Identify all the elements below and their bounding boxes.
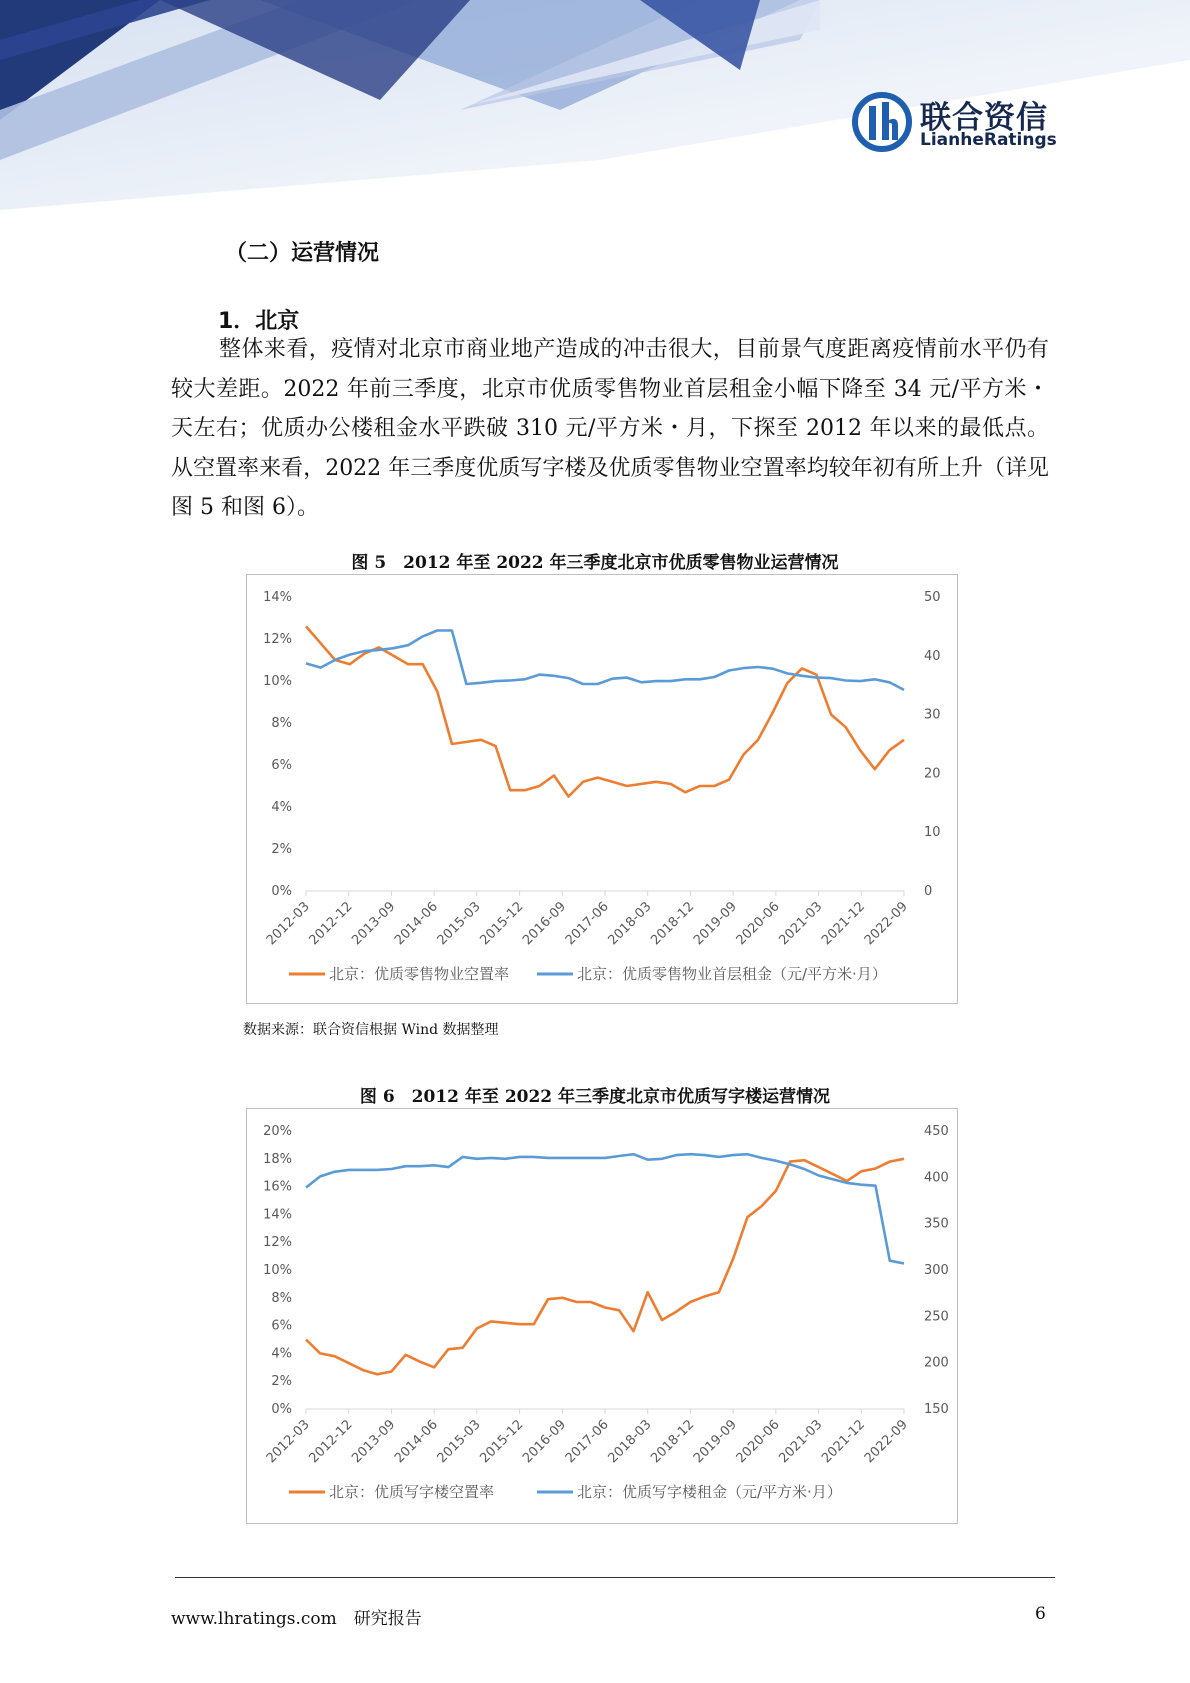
footer-website: www.lhratings.com 研究报告 bbox=[171, 1609, 422, 1629]
y-right-tick-label: 0 bbox=[924, 884, 933, 899]
y-right-tick-label: 350 bbox=[924, 1216, 949, 1232]
x-tick-label: 2020-06 bbox=[733, 899, 783, 949]
x-tick-label: 2015-03 bbox=[434, 1417, 484, 1467]
x-tick-label: 2018-12 bbox=[648, 899, 698, 949]
x-tick-label: 2012-12 bbox=[306, 899, 356, 949]
y-left-tick-label: 0% bbox=[271, 1402, 292, 1417]
x-tick-label: 2014-06 bbox=[391, 1417, 441, 1467]
y-right-tick-label: 400 bbox=[924, 1170, 949, 1186]
y-left-tick-label: 20% bbox=[263, 1124, 292, 1139]
figure6-caption: 图 6 2012 年至 2022 年三季度北京市优质写字楼运营情况 bbox=[359, 1087, 831, 1107]
x-tick-label: 2018-03 bbox=[605, 1417, 655, 1467]
y-left-tick-label: 6% bbox=[271, 758, 292, 773]
x-tick-label: 2014-06 bbox=[391, 899, 441, 949]
x-tick-label: 2019-09 bbox=[690, 1417, 740, 1467]
x-tick-label: 2017-06 bbox=[562, 899, 612, 949]
x-tick-label: 2018-12 bbox=[648, 1417, 698, 1467]
x-tick-label: 2013-09 bbox=[349, 1417, 399, 1467]
figure6-svg bbox=[247, 1109, 957, 1523]
y-left-tick-label: 2% bbox=[271, 1374, 292, 1390]
y-left-tick-label: 6% bbox=[271, 1318, 292, 1334]
y-right-tick-label: 450 bbox=[924, 1124, 949, 1139]
x-tick-label: 2020-06 bbox=[733, 1417, 783, 1467]
legend-label: 北京：优质写字楼租金（元/平方米·月） bbox=[577, 1483, 842, 1501]
series-line-1 bbox=[306, 1154, 904, 1263]
y-left-tick-label: 4% bbox=[271, 800, 292, 815]
y-left-tick-label: 10% bbox=[263, 1263, 292, 1278]
y-right-tick-label: 20 bbox=[924, 766, 941, 782]
x-tick-label: 2017-06 bbox=[562, 1417, 612, 1467]
x-tick-label: 2015-03 bbox=[434, 899, 484, 949]
x-tick-label: 2021-12 bbox=[819, 1417, 869, 1467]
y-left-tick-label: 16% bbox=[263, 1179, 292, 1195]
y-right-tick-label: 10 bbox=[924, 825, 941, 841]
x-tick-label: 2015-12 bbox=[477, 1417, 527, 1467]
x-tick-label: 2019-09 bbox=[690, 899, 740, 949]
logo-english-name: LianheRatings bbox=[920, 130, 1057, 150]
x-tick-label: 2013-09 bbox=[349, 899, 399, 949]
y-left-tick-label: 14% bbox=[263, 1207, 292, 1223]
figure5-svg bbox=[247, 575, 957, 1003]
footer-divider bbox=[175, 1577, 1055, 1578]
series-line-0 bbox=[306, 626, 904, 796]
x-tick-label: 2016-09 bbox=[520, 1417, 570, 1467]
y-right-tick-label: 30 bbox=[924, 707, 941, 723]
y-left-tick-label: 2% bbox=[271, 842, 292, 857]
legend-label: 北京：优质零售物业首层租金（元/平方米·月） bbox=[577, 965, 887, 983]
y-right-tick-label: 150 bbox=[924, 1402, 949, 1417]
y-left-tick-label: 0% bbox=[271, 884, 292, 899]
y-right-tick-label: 50 bbox=[924, 590, 941, 605]
x-tick-label: 2012-03 bbox=[263, 1417, 313, 1467]
y-right-tick-label: 250 bbox=[924, 1309, 949, 1325]
y-right-tick-label: 200 bbox=[924, 1355, 949, 1371]
lianhe-logo bbox=[852, 92, 1062, 154]
y-left-tick-label: 18% bbox=[263, 1151, 292, 1167]
y-left-tick-label: 12% bbox=[263, 1235, 292, 1251]
series-line-0 bbox=[306, 1159, 904, 1375]
x-tick-label: 2021-03 bbox=[776, 899, 826, 949]
data-source-note: 数据来源：联合资信根据 Wind 数据整理 bbox=[243, 1022, 499, 1038]
x-tick-label: 2015-12 bbox=[477, 899, 527, 949]
legend-label: 北京：优质零售物业空置率 bbox=[329, 965, 510, 983]
x-tick-label: 2018-03 bbox=[605, 899, 655, 949]
x-tick-label: 2012-03 bbox=[263, 899, 313, 949]
series-line-1 bbox=[306, 631, 904, 690]
page-number: 6 bbox=[1035, 1604, 1046, 1624]
y-right-tick-label: 40 bbox=[924, 648, 941, 664]
x-tick-label: 2022-09 bbox=[861, 1417, 911, 1467]
figure6-chart bbox=[246, 1108, 958, 1524]
y-right-tick-label: 300 bbox=[924, 1263, 949, 1278]
x-tick-label: 2021-03 bbox=[776, 1417, 826, 1467]
figure5-chart bbox=[246, 574, 958, 1004]
y-left-tick-label: 8% bbox=[271, 1290, 292, 1306]
x-tick-label: 2016-09 bbox=[520, 899, 570, 949]
x-tick-label: 2021-12 bbox=[819, 899, 869, 949]
legend-label: 北京：优质写字楼空置率 bbox=[329, 1483, 495, 1501]
subsection-heading: 1．北京 bbox=[218, 309, 300, 334]
y-left-tick-label: 4% bbox=[271, 1346, 292, 1362]
body-paragraph: 整体来看，疫情对北京市商业地产造成的冲击很大，目前景气度距离疫情前水平仍有较大差距。2022 年前三季度，北京市优质零售物业首层租金小幅下降至 34 元/平方米・天左右；优质办公楼租金水平跌破 310 元/平方米・月，下探至 2012 年以来的最低点。从空置率来看，2022 年三季度优质写字楼及优质零售物业空置率均较年初有所上升（详见图 5 和图 6）。 bbox=[171, 337, 1049, 520]
logo-chinese-name: 联合资信 bbox=[920, 100, 1048, 136]
y-left-tick-label: 10% bbox=[263, 674, 292, 689]
y-left-tick-label: 14% bbox=[263, 590, 292, 605]
section-heading: （二）运营情况 bbox=[225, 241, 380, 266]
logo-mark-icon bbox=[852, 92, 912, 152]
y-left-tick-label: 8% bbox=[271, 716, 292, 731]
y-left-tick-label: 12% bbox=[263, 632, 292, 647]
x-tick-label: 2012-12 bbox=[306, 1417, 356, 1467]
x-tick-label: 2022-09 bbox=[861, 899, 911, 949]
figure5-caption: 图 5 2012 年至 2022 年三季度北京市优质零售物业运营情况 bbox=[351, 553, 839, 573]
